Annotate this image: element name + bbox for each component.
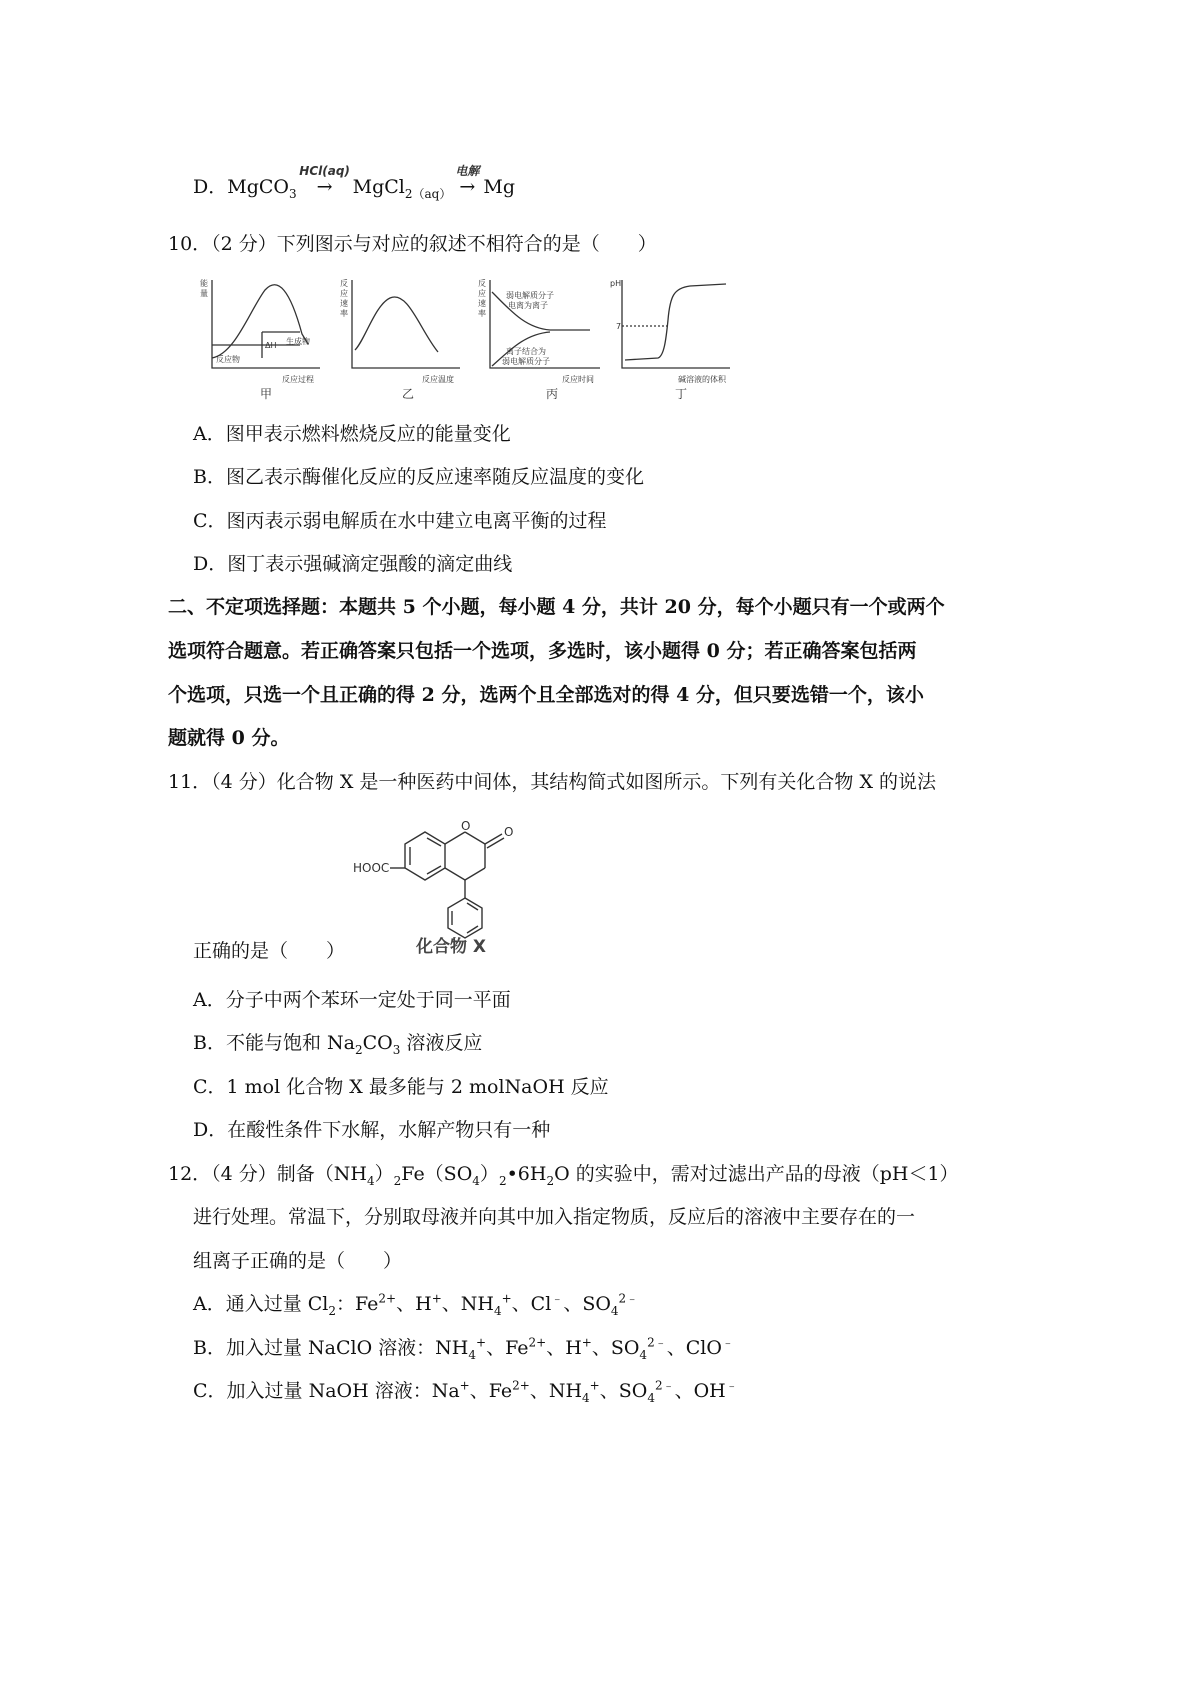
q10-option-c: C．图丙表示弱电解质在水中建立电离平衡的过程 bbox=[193, 510, 607, 532]
hooc-label: HOOC bbox=[353, 861, 390, 875]
q12-stem: 12．（4 分）制备$(NH_4)_2Fe(SO_4)_2•6H_2O$ 的实验中，需对过滤出产品的母液（pH＜1） bbox=[168, 1163, 959, 1188]
svg-text:速: 速 bbox=[478, 299, 486, 308]
caption-yi: 乙 bbox=[402, 387, 415, 401]
section2-line4: 题就得 0 分。 bbox=[168, 727, 290, 749]
svg-text:应: 应 bbox=[340, 289, 348, 298]
q9-option-d: D．MgCO$_3$ HCl(aq) → MgCl$_{2(aq)}$ 电解 → Mg bbox=[193, 174, 515, 200]
q11-stem-continued: 正确的是（ ） bbox=[193, 940, 346, 962]
yi-xlabel: 反应温度 bbox=[422, 375, 454, 384]
caption-ding: 丁 bbox=[675, 387, 688, 401]
svg-text:7: 7 bbox=[616, 322, 622, 331]
svg-text:反: 反 bbox=[340, 279, 348, 288]
q12-option-c: C．加入过量 NaOH 溶液：Na+、$Fe^{2+}$、$NH_4^+$、$SO_4^{2﹣}$、OH﹣ bbox=[193, 1378, 738, 1405]
jia-reactant: 反应物 bbox=[216, 355, 240, 364]
q12-stem-line3: 组离子正确的是（ ） bbox=[193, 1250, 403, 1272]
section2-line3: 个选项，只选一个且正确的得 2 分，选两个且全部选对的得 4 分，但只要选错一个，该小 bbox=[168, 684, 924, 706]
q12-option-b: B．加入过量 NaClO 溶液：$NH_4^+$、$Fe^{2+}$、H+、$SO_4^{2﹣}$、ClO﹣ bbox=[193, 1335, 734, 1362]
jia-xlabel: 反应过程 bbox=[282, 375, 314, 384]
caption-jia: 甲 bbox=[260, 387, 273, 401]
q11-option-b: B．不能与饱和 $Na_2CO_3$ 溶液反应 bbox=[193, 1032, 483, 1057]
svg-text:离子结合为: 离子结合为 bbox=[506, 347, 546, 356]
reaction-condition-hcl: HCl(aq) bbox=[299, 164, 350, 178]
q11-stem: 11．（4 分）化合物 X 是一种医药中间体，其结构简式如图所示。下列有关化合物 X 的说法 bbox=[168, 771, 937, 793]
svg-text:pH: pH bbox=[610, 279, 622, 288]
q10-option-d: D．图丁表示强碱滴定强酸的滴定曲线 bbox=[193, 553, 513, 575]
q12-option-a: A．通入过量 $Cl_2$：$Fe^{2+}$、H+、$NH_4^+$、Cl﹣、$SO_4^{2﹣}$ bbox=[193, 1291, 639, 1318]
svg-text:率: 率 bbox=[340, 309, 348, 318]
section2-line1: 二、不定项选择题：本题共 5 个小题，每小题 4 分，共计 20 分，每个小题只有一个或两个 bbox=[168, 596, 945, 618]
svg-text:率: 率 bbox=[478, 309, 486, 318]
ring-oxygen: O bbox=[461, 819, 471, 833]
svg-text:反: 反 bbox=[478, 279, 486, 288]
q11-option-a: A．分子中两个苯环一定处于同一平面 bbox=[193, 989, 511, 1011]
bing-xlabel: 反应时间 bbox=[562, 375, 594, 384]
q10-stem: 10．（2 分）下列图示与对应的叙述不相符合的是（ ） bbox=[168, 233, 657, 255]
q11-option-d: D．在酸性条件下水解，水解产物只有一种 bbox=[193, 1119, 551, 1141]
svg-text:应: 应 bbox=[478, 289, 486, 298]
reaction-condition-electrolysis: 电解 bbox=[455, 164, 480, 178]
svg-text:电离为离子: 电离为离子 bbox=[508, 301, 548, 310]
jia-product: 生成物 bbox=[286, 337, 310, 346]
compound-x-caption: 化合物 X bbox=[416, 937, 487, 957]
q10-option-b: B．图乙表示酶催化反应的反应速率随反应温度的变化 bbox=[193, 466, 644, 488]
jia-y2: 量 bbox=[200, 289, 208, 298]
section2-line2: 选项符合题意。若正确答案只包括一个选项，多选时，该小题得 0 分；若正确答案包括两 bbox=[168, 640, 917, 662]
svg-text:弱电解质分子: 弱电解质分子 bbox=[502, 357, 550, 366]
jia-y1: 能 bbox=[200, 279, 208, 288]
q12-stem-line2: 进行处理。常温下，分别取母液并向其中加入指定物质，反应后的溶液中主要存在的一 bbox=[193, 1206, 916, 1228]
carbonyl-oxygen: O bbox=[504, 825, 514, 839]
q10-option-a: A．图甲表示燃料燃烧反应的能量变化 bbox=[193, 423, 511, 445]
caption-bing: 丙 bbox=[546, 387, 559, 401]
ding-xlabel: 碱溶液的体积 bbox=[678, 375, 726, 384]
q10-figure-row bbox=[190, 270, 750, 410]
svg-text:速: 速 bbox=[340, 299, 348, 308]
jia-dh: ΔH bbox=[265, 341, 277, 350]
q11-option-c: C．1 mol 化合物 X 最多能与 2 molNaOH 反应 bbox=[193, 1076, 609, 1098]
svg-text:弱电解质分子: 弱电解质分子 bbox=[506, 291, 554, 300]
